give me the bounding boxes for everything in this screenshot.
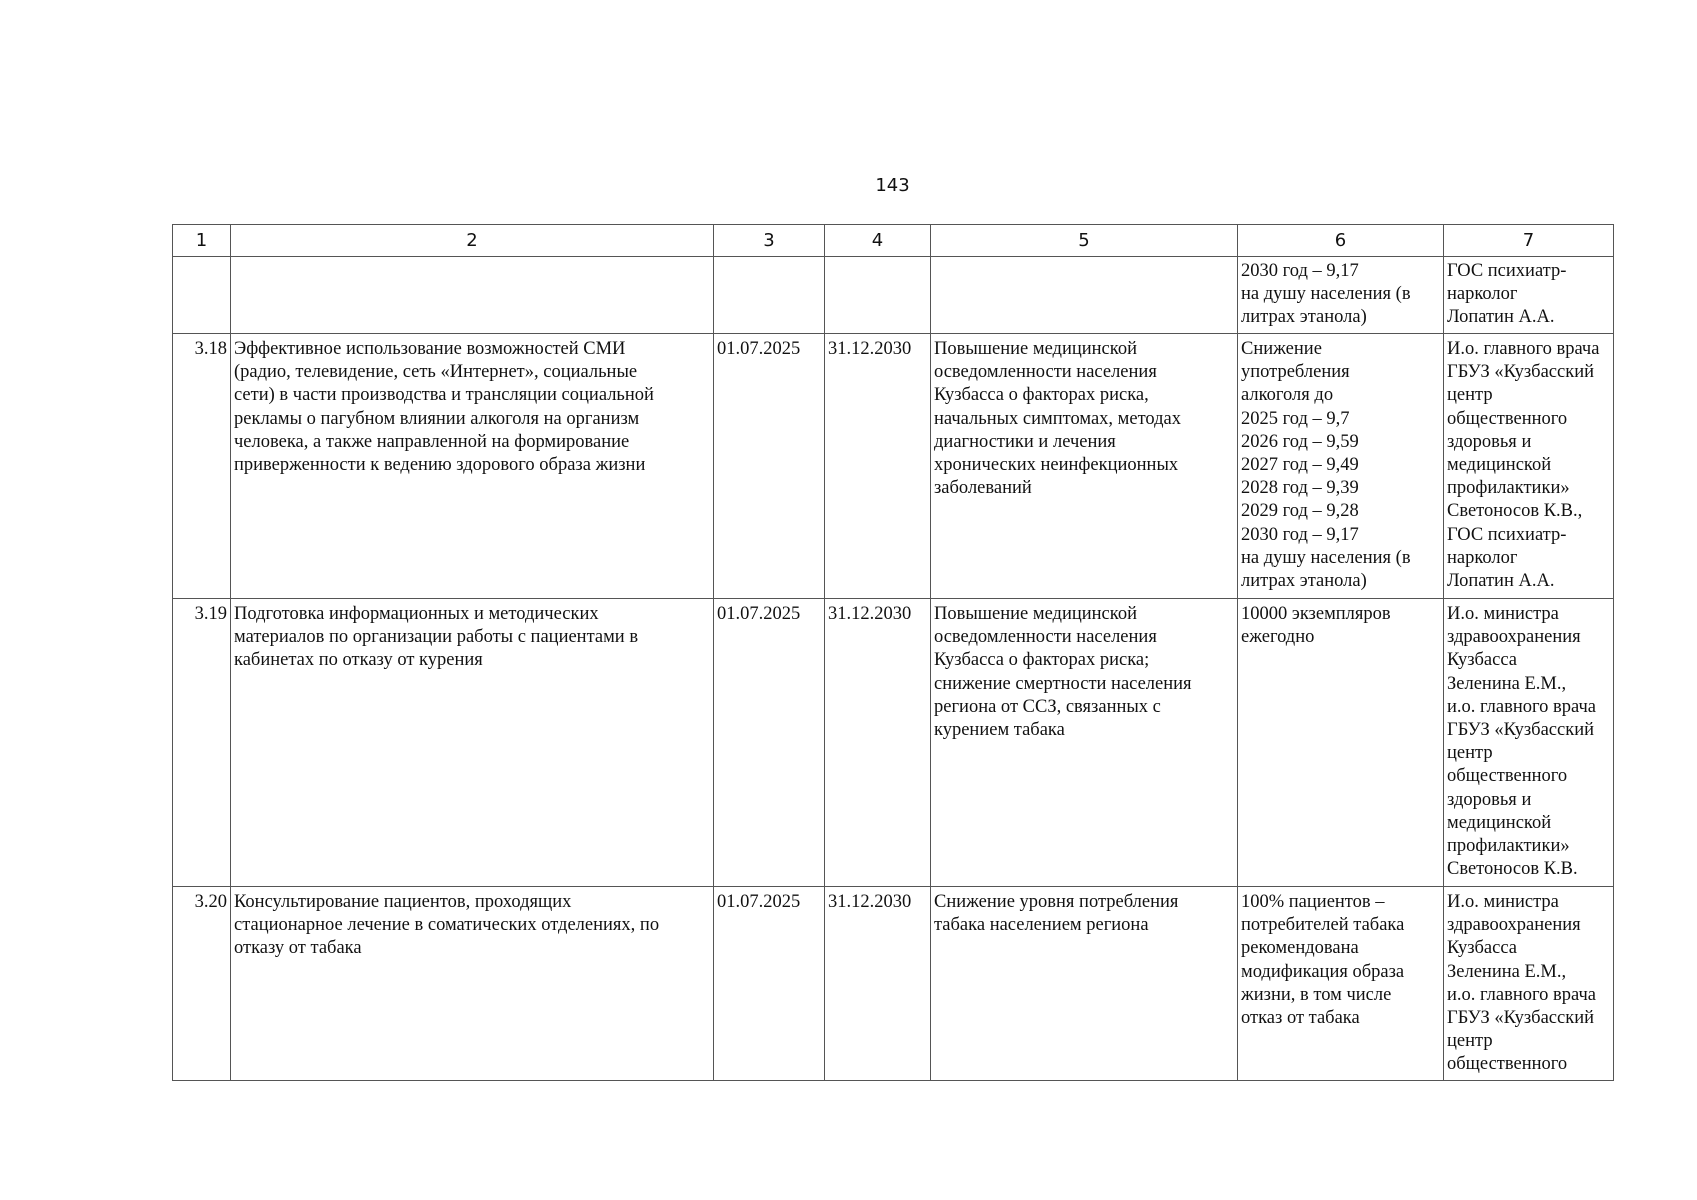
cell-line: употребления [1241,362,1350,383]
cell-end-date: 31.12.2030 [825,887,931,1081]
cell-line: Снижение уровня потребления [934,892,1179,912]
cell-line: центр [1447,1031,1493,1052]
cell-description [231,334,714,599]
cell-num: 3.18 [173,334,231,599]
col-header-1: 1 [173,225,231,257]
cell-line: сети) в части производства и трансляции социальной [234,385,654,406]
cell-line: 2026 год – 9,59 [1241,431,1359,452]
cell-line: рекомендована [1241,938,1359,959]
cell-line: 2030 год – 9,17 [1241,261,1359,281]
cell-num: 3.20 [173,887,231,1081]
cell-line: ГОС психиатр- [1447,524,1567,545]
cell-end-date: 31.12.2030 [825,599,931,887]
cell-description [231,887,714,1081]
cell-line: общественного [1447,408,1568,429]
cell-end-date: 31.12.2030 [825,334,931,599]
cell-line: алкоголя до [1241,385,1334,406]
cell-line: 2025 год – 9,7 [1241,408,1350,429]
cell-line: на душу населения (в [1241,547,1411,568]
cell-line: заболеваний [934,478,1032,499]
cell-indicator [1238,887,1444,1081]
cell-line: ежегодно [1241,627,1315,648]
cell-line: ГБУЗ «Кузбасский [1447,1008,1595,1029]
cell-line: ГБУЗ «Кузбасский [1447,362,1595,383]
cell-responsible [1444,334,1614,599]
cell-line: Консультирование пациентов, проходящих [234,892,572,912]
col-header-3: 3 [714,225,825,257]
cell-responsible [1444,887,1614,1081]
cell-line: нарколог [1447,284,1518,305]
cell-result [931,887,1238,1081]
col-header-2: 2 [231,225,714,257]
cell-end-date [825,257,931,334]
table-row [173,334,1614,599]
cell-line: 2030 год – 9,17 [1241,524,1359,545]
cell-line: жизни, в том числе [1241,984,1392,1005]
cell-line: литрах этанола) [1241,571,1367,592]
cell-line: потребителей табака [1241,915,1405,936]
col-header-5: 5 [931,225,1238,257]
cell-line: диагностики и лечения [934,431,1116,452]
cell-line: материалов по организации работы с пациентами в [234,627,639,648]
cell-description [231,257,714,334]
cell-line: общественного [1447,766,1568,787]
cell-line: медицинской [1447,455,1552,476]
table-row-continuation [173,257,1614,334]
cell-line: Подготовка информационных и методических [234,604,599,624]
cell-line: отказу от табака [234,938,362,959]
cell-line: здоровья и [1447,789,1532,810]
cell-responsible [1444,599,1614,887]
cell-line: и.о. главного врача [1447,984,1596,1005]
cell-line: здравоохранения [1447,915,1581,936]
cell-line: на душу населения (в [1241,284,1411,305]
cell-line: Светоносов К.В. [1447,859,1578,880]
cell-num [173,257,231,334]
cell-line: табака населением региона [934,915,1149,936]
cell-indicator [1238,257,1444,334]
cell-line: Кузбасса [1447,938,1517,959]
cell-line: 10000 экземпляров [1241,604,1391,624]
cell-line: стационарное лечение в соматических отделениях, по [234,915,660,936]
cell-line: литрах этанола) [1241,307,1367,328]
cell-line: Лопатин А.А. [1447,571,1555,592]
cell-line: человека, а также направленной на формирование [234,431,630,452]
cell-line: хронических неинфекционных [934,455,1179,476]
col-header-6: 6 [1238,225,1444,257]
cell-result [931,334,1238,599]
cell-start-date [714,257,825,334]
cell-line: Зеленина Е.М., [1447,673,1567,694]
cell-line: нарколог [1447,547,1518,568]
cell-line: (радио, телевидение, сеть «Интернет», социальные [234,362,638,383]
cell-line: модификация образа [1241,961,1405,982]
cell-line: Снижение [1241,339,1322,359]
cell-line: рекламы о пагубном влиянии алкоголя на организм [234,408,640,429]
cell-line: Кузбасса о факторах риска, [934,385,1149,406]
cell-line: И.о. министра [1447,604,1559,624]
cell-line: Кузбасса [1447,650,1517,671]
col-header-7: 7 [1444,225,1614,257]
cell-start-date: 01.07.2025 [714,334,825,599]
cell-line: Повышение медицинской [934,339,1137,359]
cell-line: здоровья и [1447,431,1532,452]
cell-start-date: 01.07.2025 [714,887,825,1081]
cell-line: Зеленина Е.М., [1447,961,1567,982]
cell-description [231,599,714,887]
cell-line: осведомленности населения [934,627,1157,648]
cell-start-date: 01.07.2025 [714,599,825,887]
cell-line: ГБУЗ «Кузбасский [1447,720,1595,741]
header-row [173,225,1614,257]
measures-table [172,224,1614,1081]
cell-line: региона от ССЗ, связанных с [934,696,1161,717]
cell-line: 2029 год – 9,28 [1241,501,1359,522]
cell-line: Повышение медицинской [934,604,1137,624]
cell-line: И.о. главного врача [1447,339,1600,359]
cell-line: Эффективное использование возможностей СМИ [234,339,626,359]
cell-line: 2027 год – 9,49 [1241,455,1359,476]
table-row [173,599,1614,887]
cell-line: снижение смертности населения [934,673,1192,694]
cell-line: начальных симптомах, методах [934,408,1182,429]
cell-line: приверженности к ведению здорового образа жизни [234,455,646,476]
cell-line: И.о. министра [1447,892,1559,912]
cell-line: ГОС психиатр- [1447,261,1567,281]
cell-line: курением табака [934,720,1065,741]
cell-indicator [1238,334,1444,599]
cell-line: Кузбасса о факторах риска; [934,650,1150,671]
cell-line: профилактики» [1447,478,1570,499]
cell-line: 100% пациентов – [1241,892,1385,912]
cell-line: здравоохранения [1447,627,1581,648]
cell-line: Лопатин А.А. [1447,307,1555,328]
col-header-4: 4 [825,225,931,257]
page-number: 143 [875,175,910,196]
cell-line: осведомленности населения [934,362,1157,383]
cell-indicator [1238,599,1444,887]
cell-num: 3.19 [173,599,231,887]
cell-line: центр [1447,385,1493,406]
cell-result [931,599,1238,887]
cell-line: медицинской [1447,812,1552,833]
cell-line: 2028 год – 9,39 [1241,478,1359,499]
cell-result [931,257,1238,334]
cell-line: общественного [1447,1054,1568,1075]
cell-line: кабинетах по отказу от курения [234,650,483,671]
cell-line: Светоносов К.В., [1447,501,1583,522]
table-row [173,887,1614,1081]
cell-responsible [1444,257,1614,334]
cell-line: центр [1447,743,1493,764]
cell-line: отказ от табака [1241,1008,1360,1029]
cell-line: и.о. главного врача [1447,696,1596,717]
cell-line: профилактики» [1447,836,1570,857]
